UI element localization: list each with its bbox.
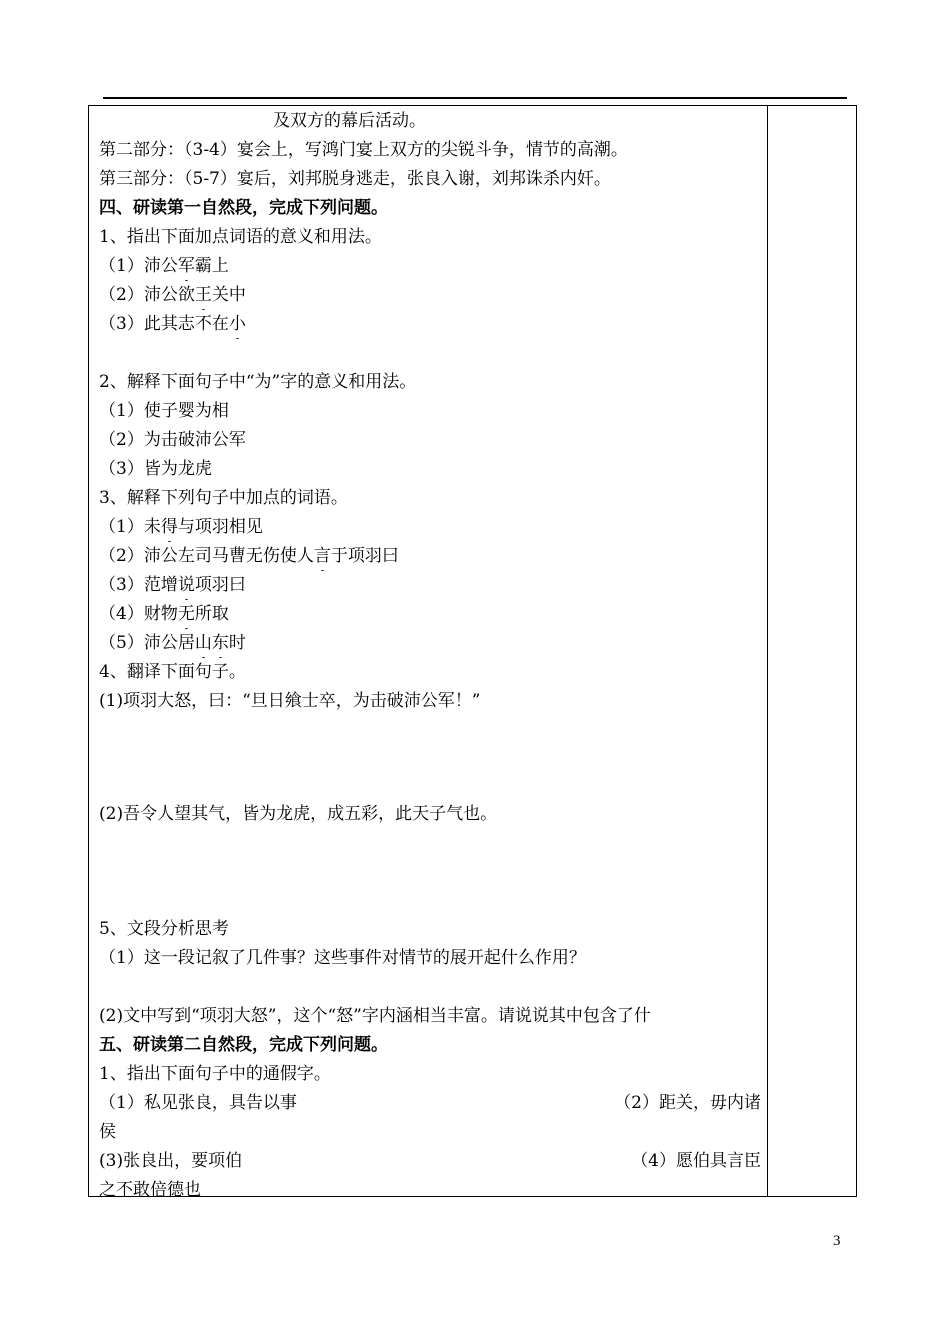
emphasis-dot-word: 说 (178, 571, 195, 600)
emphasis-dot-word: 小 (229, 310, 246, 339)
table-column-divider (767, 105, 768, 1197)
emphasis-dot-word: 军 (178, 252, 195, 281)
emphasis-dot-word: 王 (195, 281, 212, 310)
question-item: （2）沛公左司马曹无伤使人言于项羽曰 (99, 542, 761, 571)
question-item: （2）沛公欲王关中 (99, 281, 761, 310)
question-item-continued: 之不敢倍德也 (99, 1180, 201, 1200)
question-item: (2)文中写到“项羽大怒”，这个“怒”字内涵相当丰富。请说说其中包含了什 (99, 1006, 651, 1026)
question-item: (1)项羽大怒，曰：“旦日飨士卒，为击破沛公军！” (99, 691, 481, 711)
question-item: （4）财物无所取 (99, 600, 761, 629)
question-title: 5、文段分析思考 (99, 919, 229, 939)
question-title: 2、解释下面句子中“为”字的意义和用法。 (99, 372, 417, 392)
emphasis-dot-word: 东 (212, 629, 229, 658)
question-item: （1）未得与项羽相见 (99, 513, 761, 542)
question-item: （1）这一段记叙了几件事？这些事件对情节的展开起什么作用？ (99, 948, 586, 968)
emphasis-dot-word: 无 (178, 600, 195, 629)
question-item: （5）沛公居山东时 (99, 629, 761, 658)
question-title: 1、指出下面加点词语的意义和用法。 (99, 227, 382, 247)
question-item: （1）沛公军霸上 (99, 252, 761, 281)
text-line: 及双方的幕后活动。 (273, 111, 426, 131)
question-title: 3、解释下列句子中加点的词语。 (99, 488, 348, 508)
emphasis-dot-word: 得 (161, 513, 178, 542)
emphasis-dot-word: 山 (195, 629, 212, 658)
header-rule (103, 97, 847, 99)
question-item: （1）使子婴为相 (99, 401, 229, 421)
text-line: 第三部分：（5-7）宴后，刘邦脱身逃走，张良入谢，刘邦诛杀内奸。 (99, 169, 611, 189)
question-item: （3）范增说项羽曰 (99, 571, 761, 600)
section-heading: 五、研读第二自然段，完成下列问题。 (99, 1035, 388, 1055)
section-heading: 四、研读第一自然段，完成下列问题。 (99, 198, 388, 218)
question-item-continued: 侯 (99, 1122, 116, 1142)
page-number: 3 (833, 1233, 841, 1249)
text-line: 第二部分：（3-4）宴会上，写鸿门宴上双方的尖锐斗争，情节的高潮。 (99, 140, 628, 160)
question-item: (2)吾令人望其气，皆为龙虎，成五彩，此天子气也。 (99, 804, 498, 824)
question-title: 1、指出下面句子中的通假字。 (99, 1064, 331, 1084)
table-cell-content (99, 107, 761, 1205)
question-title: 4、翻译下面句子。 (99, 662, 246, 682)
question-item-pair: （1）私见张良，具告以事 （2）距关，毋内诸 (99, 1093, 761, 1113)
question-item: （2）为击破沛公军 (99, 430, 246, 450)
emphasis-dot-word: 言 (314, 542, 331, 571)
question-item-pair: (3)张良出，要项伯 （4）愿伯具言臣 (99, 1151, 761, 1171)
question-item: （3）此其志不在小 (99, 310, 761, 339)
question-item: （3）皆为龙虎 (99, 459, 212, 479)
